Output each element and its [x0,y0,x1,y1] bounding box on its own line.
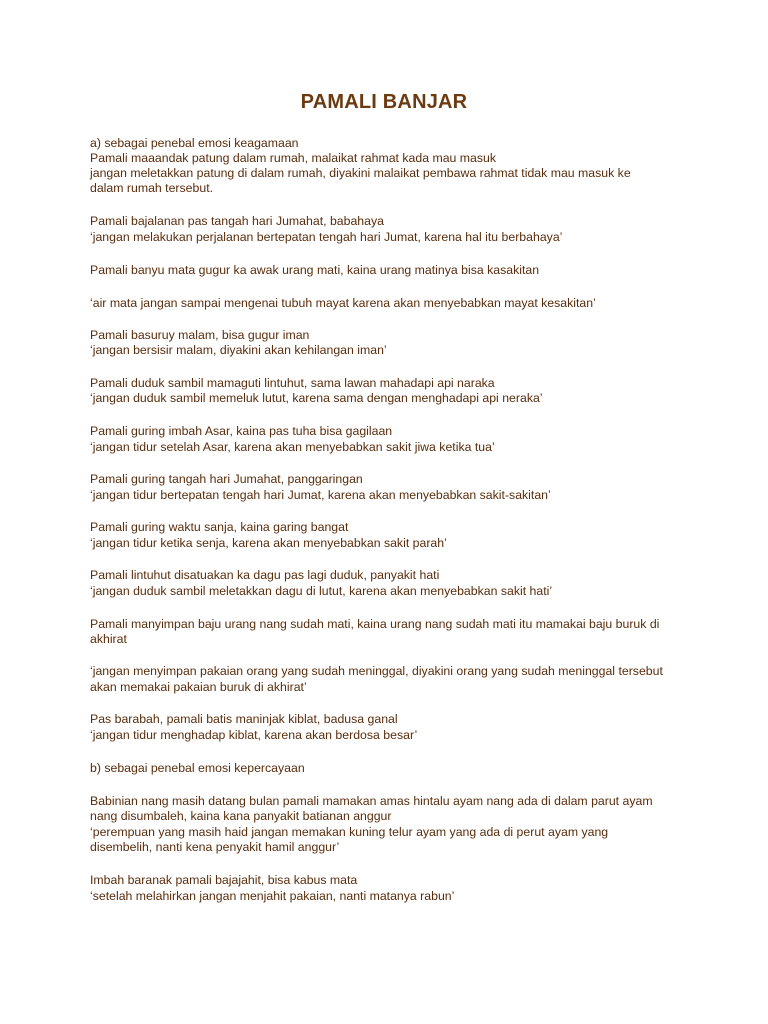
section-heading-b: b) sebagai penebal emosi kepercayaan [90,761,305,775]
text-line: Pamali maaandak patung dalam rumah, malaikat rahmat kada mau masuk [90,151,497,165]
text-line: Pas barabah, pamali batis maninjak kiblat, badusa ganal [90,712,398,726]
text-line: jangan meletakkan patung di dalam rumah, diyakini malaikat pembawa rahmat tidak mau masuk ke [90,166,631,180]
text-line: akan memakai pakaian buruk di akhirat’ [90,680,307,694]
text-line: Pamali guring imbah Asar, kaina pas tuha bisa gagilaan [90,424,393,438]
text-line: Pamali lintuhut disatuakan ka dagu pas lagi duduk, panyakit hati [90,568,440,582]
text-line: Pamali basuruy malam, bisa gugur iman [90,328,310,342]
text-line: Pamali duduk sambil mamaguti lintuhut, sama lawan mahadapi api naraka [90,376,495,390]
text-line: ‘jangan duduk sambil meletakkan dagu di lutut, karena akan menyebabkan sakit hati’ [90,584,553,598]
text-line: ‘perempuan yang masih haid jangan memakan kuning telur ayam yang ada di perut ayam yang [90,825,609,839]
text-line: Babinian nang masih datang bulan pamali mamakan amas hintalu ayam nang ada di dalam parut ayam [90,794,653,808]
text-line: ‘jangan bersisir malam, diyakini akan kehilangan iman’ [90,343,387,357]
text-line: Pamali bajalanan pas tangah hari Jumahat, babahaya [90,214,384,228]
text-line: ‘jangan tidur setelah Asar, karena akan menyebabkan sakit jiwa ketika tua’ [90,440,495,454]
text-line: ‘jangan menyimpan pakaian orang yang sudah meninggal, diyakini orang yang sudah meninggal tersebut [90,664,663,678]
text-line: Pamali banyu mata gugur ka awak urang mati, kaina urang matinya bisa kasakitan [90,263,540,277]
text-line: ‘setelah melahirkan jangan menjahit pakaian, nanti matanya rabun’ [90,889,455,903]
text-line: Imbah baranak pamali bajajahit, bisa kabus mata [90,873,358,887]
document-title: PAMALI BANJAR [300,91,468,113]
text-line: ‘jangan duduk sambil memeluk lutut, karena sama dengan menghadapi api neraka’ [90,391,543,405]
text-line: nang disumbaleh, kaina kana panyakit batianan anggur [90,809,392,823]
text-line: Pamali guring tangah hari Jumahat, panggaringan [90,472,363,486]
text-line: ‘jangan tidur bertepatan tengah hari Jumat, karena akan menyebabkan sakit-sakitan’ [90,488,551,502]
text-line: ‘jangan tidur ketika senja, karena akan menyebabkan sakit parah’ [90,536,447,550]
text-line: ‘jangan tidur menghadap kiblat, karena akan berdosa besar’ [90,728,418,742]
text-line: ‘air mata jangan sampai mengenai tubuh mayat karena akan menyebabkan mayat kesakitan’ [90,296,596,310]
text-line: dalam rumah tersebut. [90,181,214,195]
text-line: disembelih, nanti kena penyakit hamil anggur’ [90,840,340,854]
text-line: akhirat [90,632,127,646]
section-heading-a: a) sebagai penebal emosi keagamaan [90,136,299,150]
text-line: Pamali manyimpan baju urang nang sudah mati, kaina urang nang sudah mati itu mamakai baju buruk di [90,617,660,631]
text-line: ‘jangan melakukan perjalanan bertepatan tengah hari Jumat, karena hal itu berbahaya’ [90,230,563,244]
text-line: Pamali guring waktu sanja, kaina garing bangat [90,520,349,534]
